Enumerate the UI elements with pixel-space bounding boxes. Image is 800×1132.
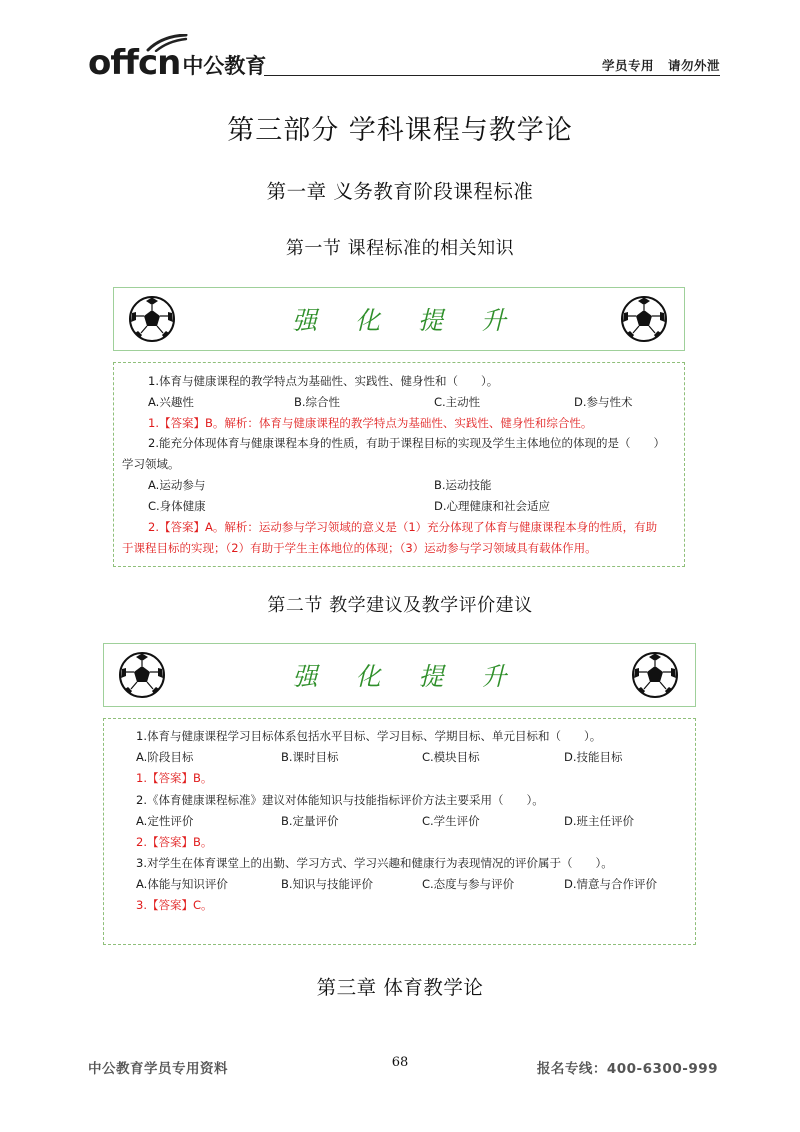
option-1-2-c: C.身体健康 — [148, 499, 206, 513]
part-title: 第三部分 学科课程与教学论 — [227, 115, 573, 146]
question-2-3: 3.对学生在体育课堂上的出勤、学习方式、学习兴趣和健康行为表现情况的评价属于（ ）。 — [136, 856, 613, 870]
logo-swoosh-icon — [146, 34, 188, 52]
question-1-2-line1: 2.能充分体现体育与健康课程本身的性质，有助于课程目标的实现及学生主体地位的体现的是（ ） — [148, 436, 665, 450]
option-2-2-b: B.定量评价 — [281, 814, 339, 828]
option-2-2-d: D.班主任评价 — [564, 814, 635, 828]
option-2-3-d: D.情意与合作评价 — [564, 877, 658, 891]
option-2-2-c: C.学生评价 — [422, 814, 480, 828]
section-2-title: 第二节 教学建议及教学评价建议 — [267, 595, 533, 616]
header-rule — [264, 75, 720, 76]
answer-2-2: 2.【答案】B。 — [136, 835, 213, 849]
option-1-1-b: B.综合性 — [294, 395, 341, 409]
question-box-1 — [113, 362, 685, 567]
banner-2-text: 强化提升 — [292, 662, 545, 691]
practice-banner-2 — [103, 643, 696, 707]
soccer-ball-icon — [620, 295, 668, 343]
option-2-1-c: C.模块目标 — [422, 750, 480, 764]
footer-hotline: 报名专线：400-6300-999 — [536, 1061, 718, 1077]
option-1-2-b: B.运动技能 — [434, 478, 492, 492]
option-2-2-a: A.定性评价 — [136, 814, 194, 828]
soccer-ball-icon — [631, 651, 679, 699]
option-2-3-b: B.知识与技能评价 — [281, 877, 374, 891]
question-box-2 — [103, 718, 696, 945]
header-tag-student: 学员专用 — [601, 58, 654, 73]
logo-chinese-text: 中公教育 — [182, 54, 267, 78]
option-1-1-d: D.参与性术 — [574, 395, 633, 409]
page-header — [88, 38, 720, 83]
header-tag-confidential: 请勿外泄 — [667, 58, 720, 73]
option-1-1-c: C.主动性 — [434, 395, 481, 409]
answer-1-2-line2: 于课程目标的实现；（2）有助于学生主体地位的体现；（3）运动参与学习领域具有载体作用。 — [122, 541, 597, 555]
footer-source: 中公教育学员专用资料 — [88, 1061, 228, 1077]
option-2-3-c: C.态度与参与评价 — [422, 877, 515, 891]
answer-1-2-line1: 2.【答案】A。解析：运动参与学习领域的意义是（1）充分体现了体育与健康课程本身的性质，有助 — [148, 520, 658, 534]
answer-2-3: 3.【答案】C。 — [136, 898, 213, 912]
practice-banner-1 — [113, 287, 685, 351]
banner-1-text: 强化提升 — [291, 306, 544, 335]
option-1-2-a: A.运动参与 — [148, 478, 206, 492]
page-number: 68 — [391, 1055, 409, 1070]
section-1-title: 第一节 课程标准的相关知识 — [285, 238, 515, 259]
chapter-1-title: 第一章 义务教育阶段课程标准 — [266, 180, 534, 203]
question-2-1: 1.体育与健康课程学习目标体系包括水平目标、学习目标、学期目标、单元目标和（ ）。 — [136, 729, 602, 743]
chapter-3-title: 第三章 体育教学论 — [316, 976, 484, 999]
question-2-2: 2.《体育健康课程标准》建议对体能知识与技能指标评价方法主要采用（ ）。 — [136, 793, 544, 807]
option-2-1-b: B.课时目标 — [281, 750, 339, 764]
option-1-2-d: D.心理健康和社会适应 — [434, 499, 551, 513]
answer-1-1: 1.【答案】B。解析：体育与健康课程的教学特点为基础性、实践性、健身性和综合性。 — [148, 416, 593, 430]
option-2-1-a: A.阶段目标 — [136, 750, 194, 764]
logo-latin-text: offcn — [88, 43, 181, 83]
option-1-1-a: A.兴趣性 — [148, 395, 194, 409]
question-1-2-line2: 学习领域。 — [122, 457, 180, 471]
header-notice — [602, 56, 720, 74]
question-1-1: 1.体育与健康课程的教学特点为基础性、实践性、健身性和（ ）。 — [148, 374, 499, 388]
option-2-3-a: A.体能与知识评价 — [136, 877, 228, 891]
answer-2-1: 1.【答案】B。 — [136, 771, 213, 785]
option-2-1-d: D.技能目标 — [564, 750, 623, 764]
